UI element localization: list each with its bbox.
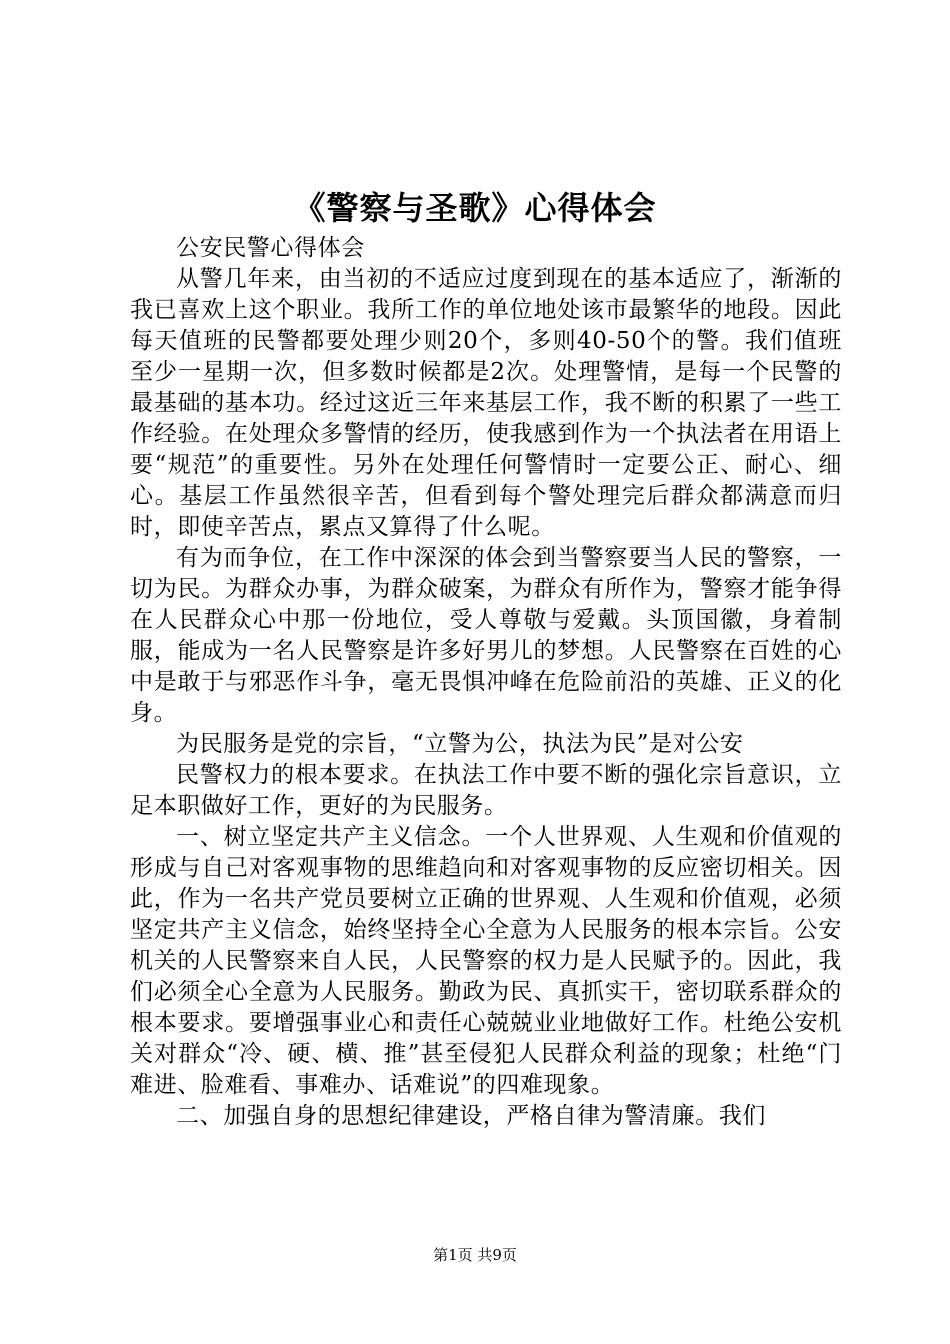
- document-title: 《警察与圣歌》心得体会: [293, 189, 657, 227]
- paragraph-subtitle: 公安民警心得体会: [176, 235, 365, 261]
- paragraph: 有为而争位，在工作中深深的体会到当警察要当人民的警察，一切为民。为群众办事，为群众破案，为群众有所作为，警察才能争得在人民群众心中那一份地位，受人尊敬与爱戴。头顶国徽，身着制服，能成为一名人民警察是许多好男儿的梦想。人民警察在百姓的心中是敢于与邪恶作斗争，毫无畏惧冲峰在危险前沿的英雄、正义的化身。: [130, 545, 842, 726]
- document-body: [130, 233, 842, 1132]
- paragraph: 为民服务是党的宗旨，“立警为公，执法为民”是对公安: [176, 731, 744, 757]
- paragraph: 民警权力的根本要求。在执法工作中要不断的强化宗旨意识，立足本职做好工作，更好的为民服务。: [130, 762, 842, 819]
- page-number-footer: 第1页 共9页: [433, 1246, 517, 1264]
- paragraph: 一、树立坚定共产主义信念。一个人世界观、人生观和价值观的形成与自己对客观事物的思维趋向和对客观事物的反应密切相关。因此，作为一名共产党员要树立正确的世界观、人生观和价值观，必须坚定共产主义信念，始终坚持全心全意为人民服务的根本宗旨。公安机关的人民警察来自人民，人民警察的权力是人民赋予的。因此，我们必须全心全意为人民服务。勤政为民、真抓实干，密切联系群众的根本要求。要增强事业心和责任心兢兢业业地做好工作。杜绝公安机关对群众“冷、硬、横、推”甚至侵犯人民群众利益的现象；杜绝“门难进、脸难看、事难办、话难说”的四难现象。: [130, 824, 842, 1098]
- paragraph: 二、加强自身的思想纪律建设，严格自律为警清廉。我们: [176, 1103, 766, 1129]
- paragraph: 从警几年来，由当初的不适应过度到现在的基本适应了，渐渐的我已喜欢上这个职业。我所工作的单位地处该市最繁华的地段。因此每天值班的民警都要处理少则20个，多则40-50个的警。我们值班至少一星期一次，但多数时候都是2次。处理警情，是每一个民警的最基础的基本功。经过这近三年来基层工作，我不断的积累了一些工作经验。在处理众多警情的经历，使我感到作为一个执法者在用语上要“规范”的重要性。另外在处理任何警情时一定要公正、耐心、细心。基层工作虽然很辛苦，但看到每个警处理完后群众都满意而归时，即使辛苦点，累点又算得了什么呢。: [130, 266, 842, 540]
